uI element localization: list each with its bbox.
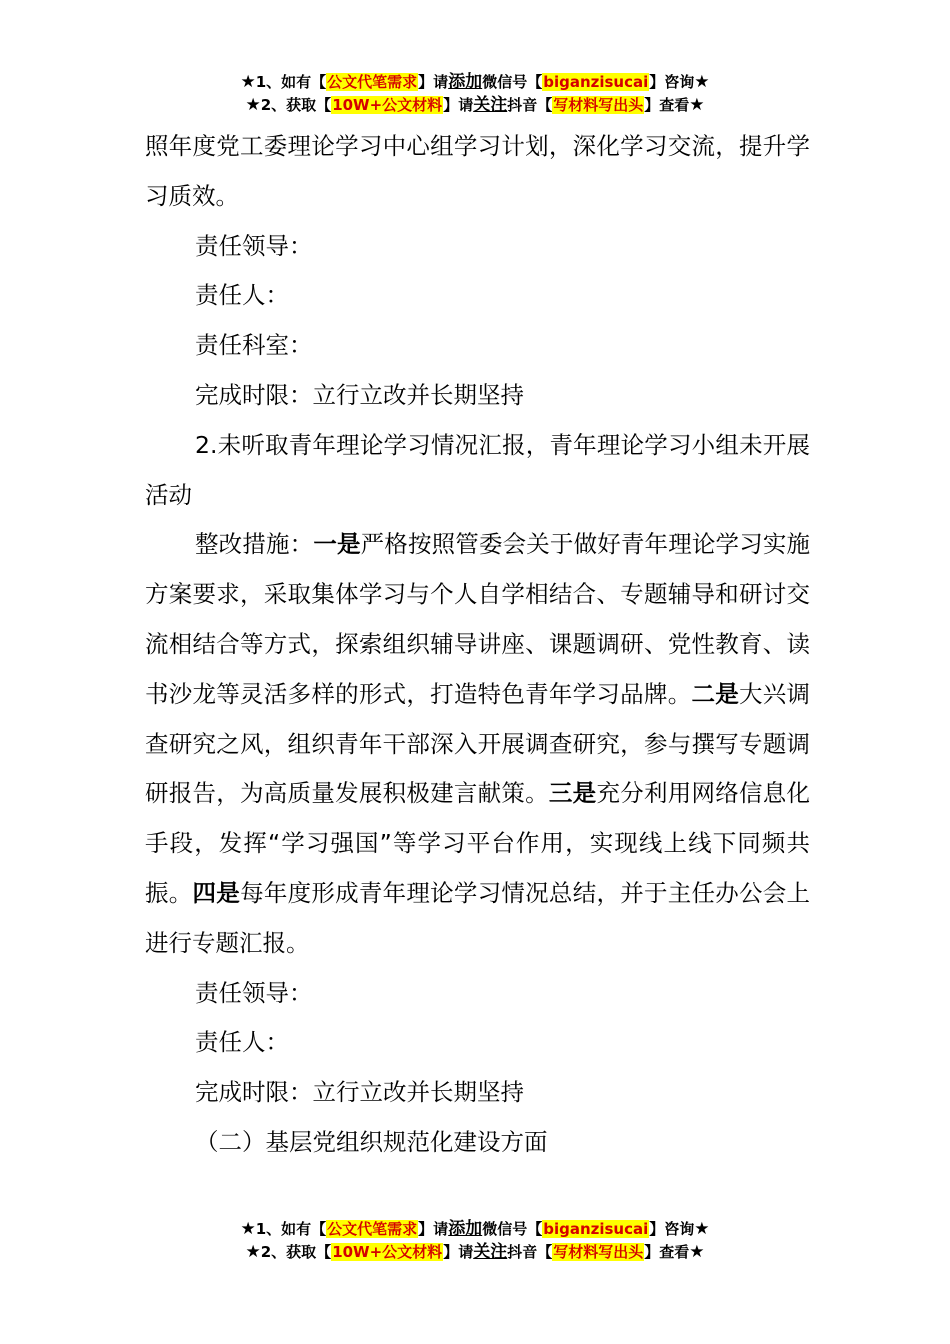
banner-text: 】请 (443, 96, 474, 114)
banner-text: 微信号【 (482, 73, 543, 91)
star-icon: ★ (245, 1242, 261, 1262)
banner-text: 抖音【 (507, 96, 553, 114)
responsible-section: 责任科室： (195, 331, 313, 360)
responsible-leader: 责任领导： (195, 978, 313, 1007)
banner-underlined-text: 添加 (448, 72, 483, 92)
banner-text: 1、如有【 (255, 73, 327, 91)
star-icon: ★ (240, 72, 256, 92)
header-banner (0, 71, 950, 117)
banner-text: 】请 (443, 1243, 474, 1261)
banner-text: 】咨询 (649, 1220, 695, 1238)
banner-line-1 (0, 71, 950, 94)
banner-underlined-text: 关注 (473, 95, 508, 115)
measure-label-1: 一是 (313, 530, 361, 559)
measure-label-3: 三是 (548, 779, 597, 808)
star-icon: ★ (689, 1242, 705, 1262)
measures-lead: 整改措施： (195, 530, 314, 559)
deadline: 完成时限：立行立改并长期坚持 (195, 1078, 524, 1107)
banner-line-2 (0, 1241, 950, 1264)
measure-text-4: 每年度形成青年理论学习情况总结，并于主任办公会上进行专题汇报。 (145, 878, 811, 957)
deadline: 完成时限：立行立改并长期坚持 (195, 380, 524, 409)
star-icon: ★ (240, 1219, 256, 1239)
measure-label-2: 二是 (691, 679, 739, 708)
measure-text-3: 充分利用网络信息化手段，发挥“学习强国”等学习平台作用，实现线上线下同频共振。 (145, 779, 811, 907)
banner-underlined-text: 添加 (448, 1219, 483, 1239)
banner-highlight: 10W+公文材料 (332, 96, 443, 114)
star-icon: ★ (689, 95, 705, 115)
responsible-leader: 责任领导： (195, 231, 313, 260)
banner-text: 】查看 (644, 1243, 690, 1261)
star-icon: ★ (694, 1219, 710, 1239)
banner-underlined-text: 关注 (473, 1242, 508, 1262)
banner-line-1 (0, 1218, 950, 1241)
banner-highlight: 写材料写出头 (553, 96, 644, 114)
banner-text: 2、获取【 (260, 96, 332, 114)
banner-highlight: biganzisucai (543, 73, 649, 91)
banner-text: 微信号【 (482, 1220, 543, 1238)
banner-text: 抖音【 (507, 1243, 553, 1261)
banner-text: 】请 (418, 1220, 449, 1238)
measure-label-4: 四是 (192, 878, 241, 907)
banner-highlight: 10W+公文材料 (332, 1243, 443, 1261)
banner-highlight: 公文代笔需求 (327, 73, 418, 91)
section-heading: （二）基层党组织规范化建设方面 (195, 1127, 548, 1156)
responsible-person: 责任人： (195, 1028, 289, 1057)
responsible-person: 责任人： (195, 281, 289, 310)
banner-text: 2、获取【 (260, 1243, 332, 1261)
measure-text-1: 严格按照管委会关于做好青年理论学习实施方案要求，采取集体学习与个人自学相结合、专题辅导和研讨交流相结合等方式，探索组织辅导讲座、课题调研、党性教育、读书沙龙等灵活多样的形式，打造特色青年学习品牌。 (145, 530, 811, 708)
document-body (145, 122, 810, 1168)
banner-text: 】请 (418, 73, 449, 91)
banner-highlight: 公文代笔需求 (327, 1220, 418, 1238)
measure-text-2: 大兴调查研究之风，组织青年干部深入开展调查研究，参与撰写专题调研报告，为高质量发展积极建言献策。 (145, 679, 811, 808)
paragraph-continuation: 照年度党工委理论学习中心组学习计划，深化学习交流，提升学习质效。 (145, 132, 810, 210)
banner-text: 】查看 (644, 96, 690, 114)
issue-title: 2.未听取青年理论学习情况汇报，青年理论学习小组未开展活动 (145, 430, 810, 509)
banner-highlight: 写材料写出头 (553, 1243, 644, 1261)
banner-line-2 (0, 94, 950, 117)
banner-text: 】咨询 (649, 73, 695, 91)
footer-banner (0, 1218, 950, 1264)
star-icon: ★ (694, 72, 710, 92)
banner-text: 1、如有【 (255, 1220, 327, 1238)
star-icon: ★ (245, 95, 261, 115)
banner-highlight: biganzisucai (543, 1220, 649, 1238)
rectification-measures (145, 520, 810, 968)
